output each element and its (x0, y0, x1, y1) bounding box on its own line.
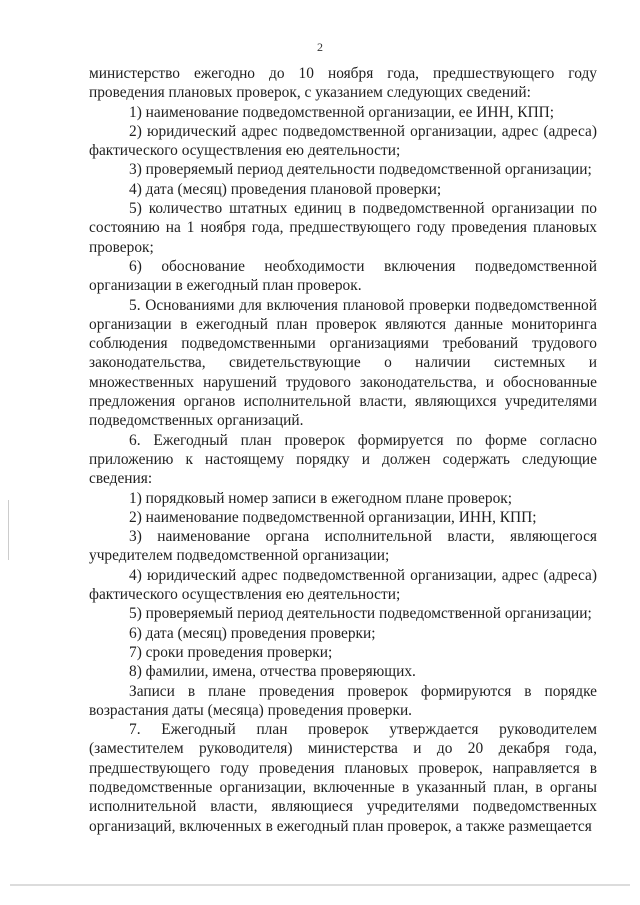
list-item: 6) обоснование необходимости включения подведомственной организации в ежегодный план проверок. (89, 257, 597, 295)
list-item: 2) наименование подведомственной организации, ИНН, КПП; (129, 508, 537, 526)
paragraph: 7. Ежегодный план проверок утверждается руководителем (заместителем руководителя) министерства и до 20 декабря года, предшествующего году проведения плановых проверок, направляется в подведомственные организации, включенные в указанный план, в органы исполнительной власти, являющиеся учредителями подведомственных организаций, включенных в ежегодный план проверок, а также размещается (89, 721, 597, 835)
paragraph: 5. Основаниями для включения плановой проверки подведомственной организации в ежегодный план проверок являются данные мониторинга соблюдения подведомственными организациями требований трудового законодательства, свидетельствующие о наличии системных и множественных нарушений трудового законодательства, и обоснованные предложения органов исполнительной власти, являющихся учредителями подведомственных организаций. (89, 296, 597, 430)
scan-artifact (8, 500, 9, 560)
document-body (89, 64, 597, 836)
list-item: 8) фамилии, имена, отчества проверяющих. (129, 663, 416, 681)
page-number: 2 (317, 40, 323, 54)
list-item: 5) количество штатных единиц в подведомственной организации по состоянию на 1 ноября года, предшествующего году проведения плановых проверок; (89, 200, 597, 256)
list-item: 5) проверяемый период деятельности подведомственной организации; (129, 605, 592, 623)
paragraph: министерство ежегодно до 10 ноября года, предшествующего году проведения плановых проверок, с указанием следующих сведений: (89, 65, 597, 102)
list-item: 6) дата (месяц) проведения проверки; (129, 624, 376, 642)
scan-artifact (10, 884, 630, 886)
list-item: 1) наименование подведомственной организации, ее ИНН, КПП; (129, 103, 555, 121)
list-item: 2) юридический адрес подведомственной организации, адрес (адреса) фактического осуществления ею деятельности; (89, 122, 597, 160)
list-item: 1) порядковый номер записи в ежегодном плане проверок; (129, 489, 513, 507)
list-item: 4) юридический адрес подведомственной организации, адрес (адреса) фактического осуществления ею деятельности; (89, 566, 597, 604)
paragraph: Записи в плане проведения проверок формируются в порядке возрастания даты (месяца) проведения проверки. (89, 682, 597, 719)
paragraph: 6. Ежегодный план проверок формируется по форме согласно приложению к настоящему порядку и должен содержать следующие сведения: (89, 431, 597, 488)
list-item: 4) дата (месяц) проведения плановой проверки; (129, 180, 442, 198)
list-item: 7) сроки проведения проверки; (129, 643, 333, 661)
list-item: 3) наименование органа исполнительной власти, являющегося учредителем подведомственной организации; (89, 528, 597, 565)
list-item: 3) проверяемый период деятельности подведомственной организации; (129, 161, 592, 179)
